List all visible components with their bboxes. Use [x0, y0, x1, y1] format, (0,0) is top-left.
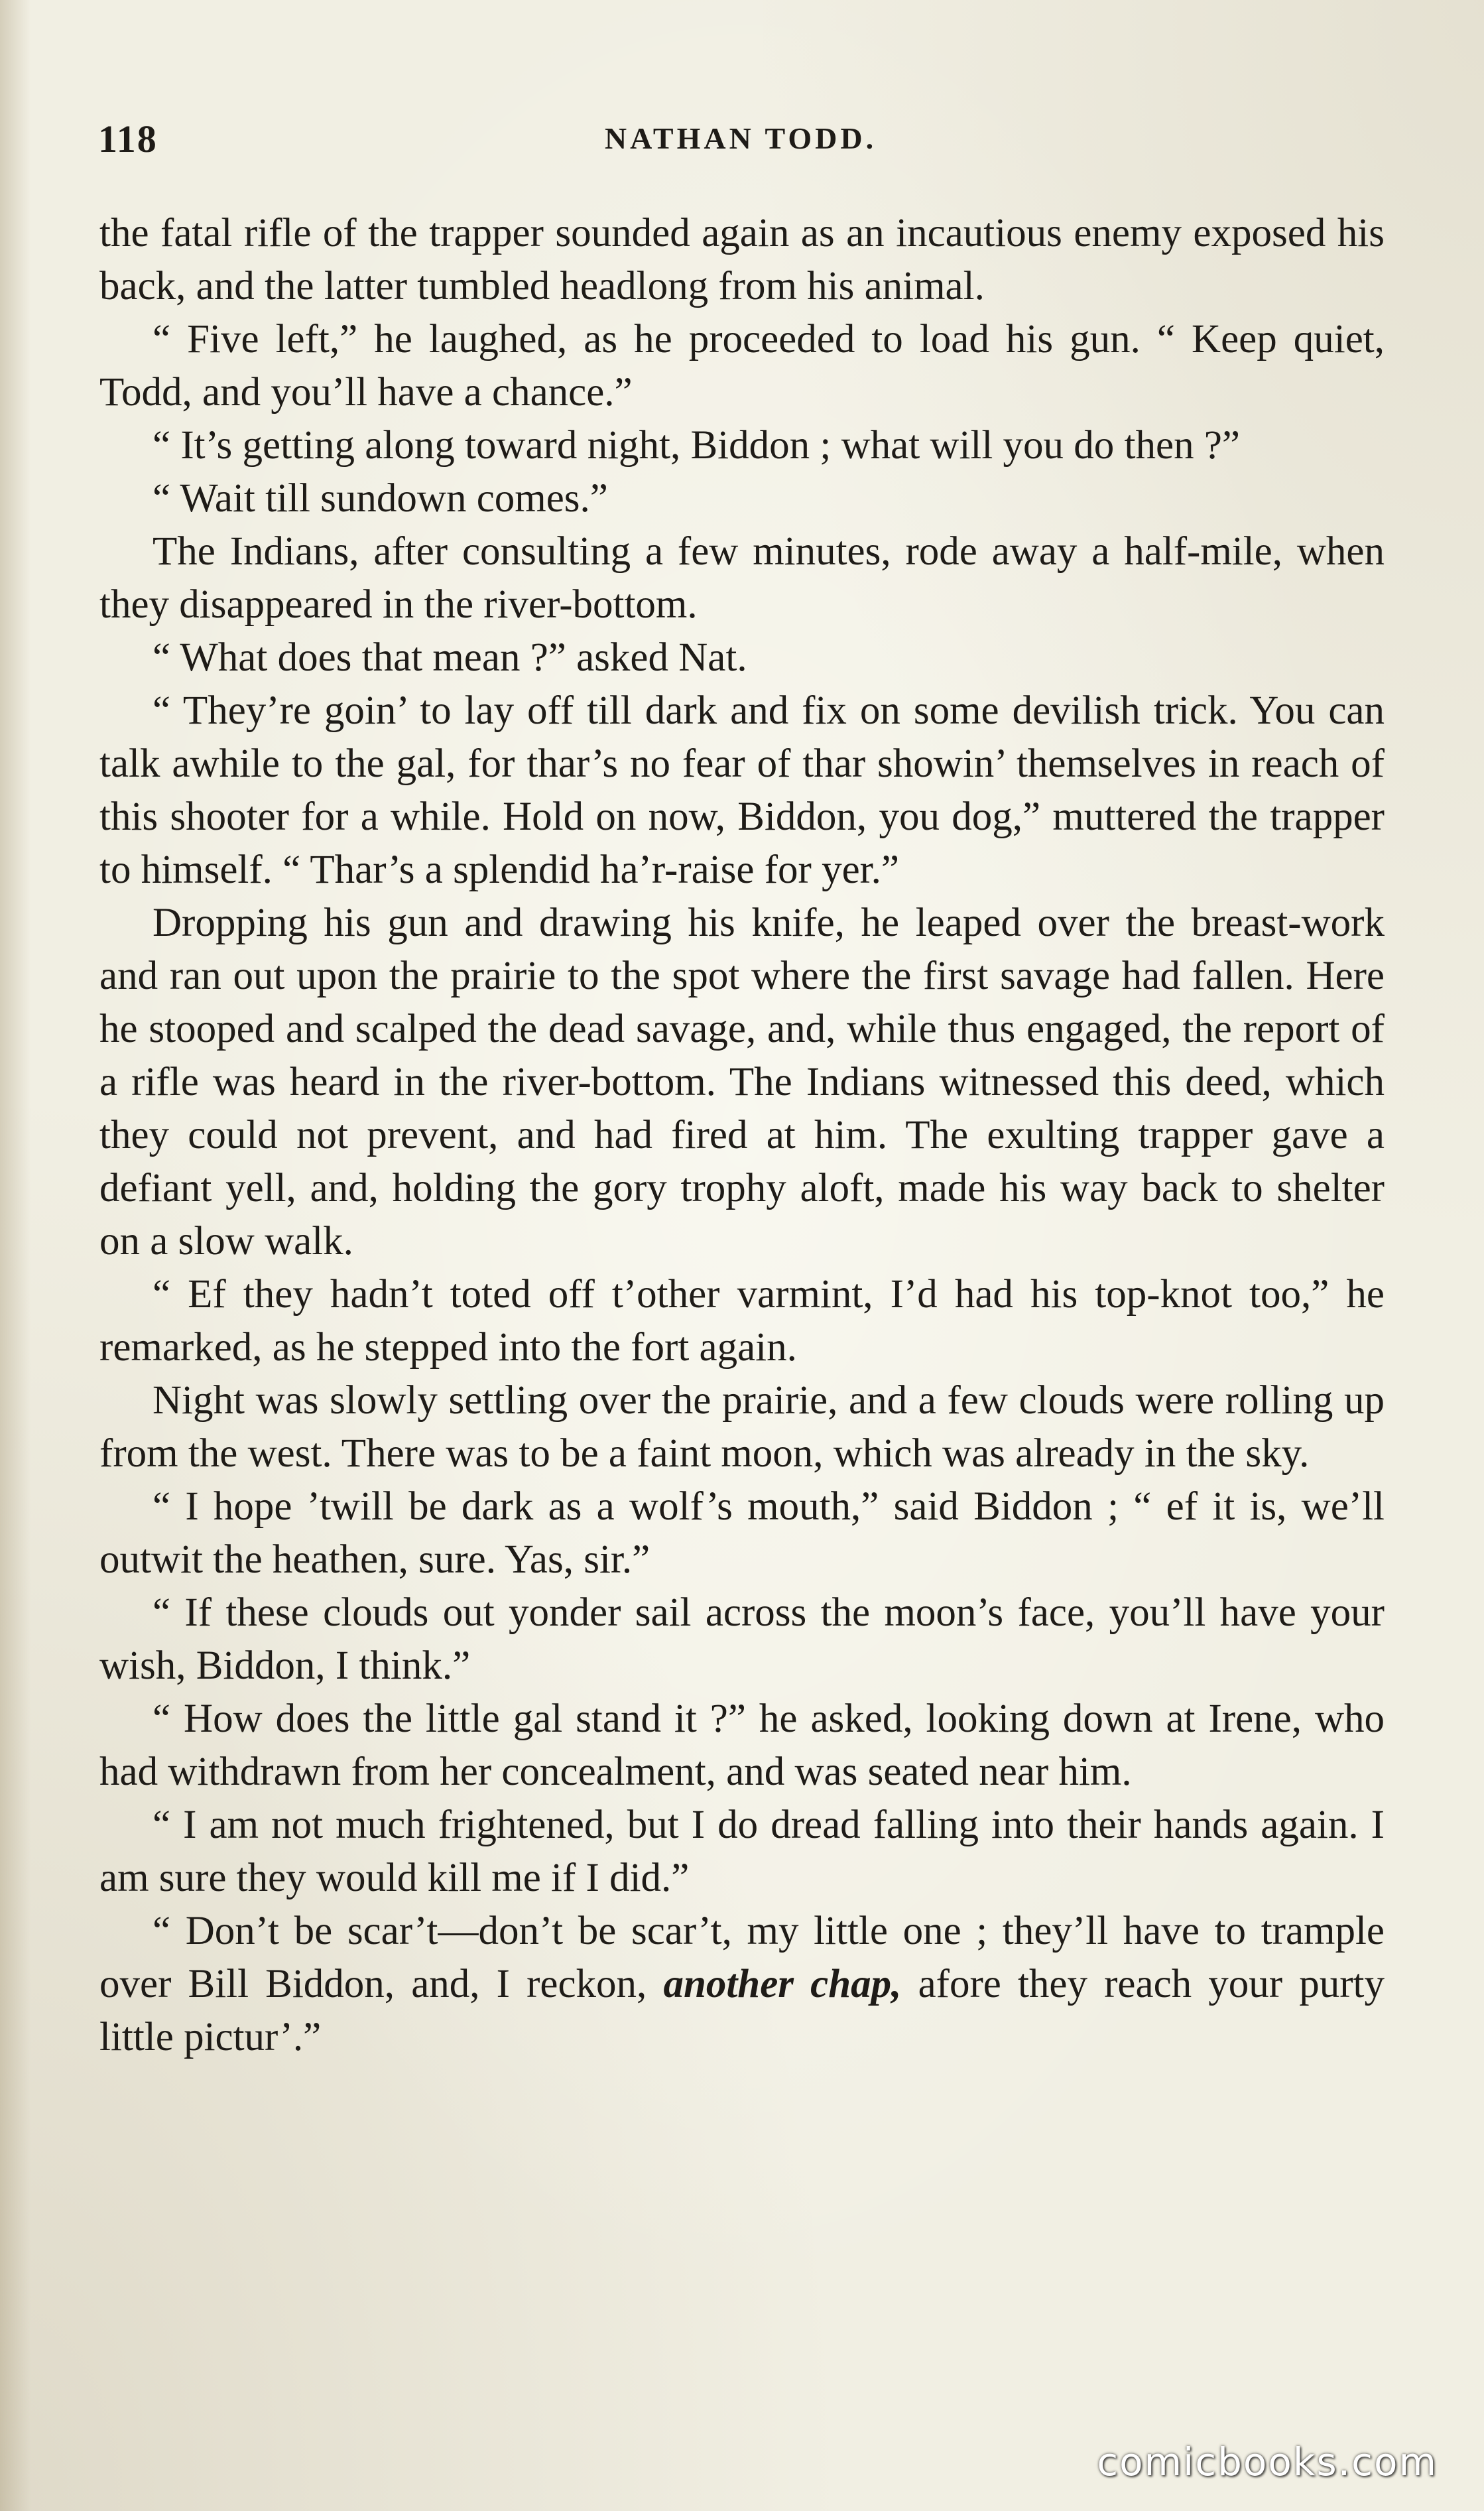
page-gutter-shadow — [0, 0, 31, 2511]
paragraph: “ They’re goin’ to lay off till dark and fix on some devilish trick. You can talk awhile to the gal, for thar’s no fear of thar showin’ themselves in reach of this shooter for a while. Hold on now, Biddon, you dog,” muttered the trapper to himself. “ Thar’s a splendid ha’r-raise for yer.” — [99, 688, 1385, 892]
page-number: 118 — [98, 117, 158, 161]
paragraph — [99, 1905, 1385, 2064]
paragraph: “ If these clouds out yonder sail across the moon’s face, you’ll have your wish, Biddon, I think.” — [99, 1590, 1385, 1688]
paragraph-text: “ Don’t be scar’t—don’t be scar’t, my little one ; they’ll have to trample over Bill Biddon, and, I reckon, — [99, 1909, 1385, 2006]
paragraph: “ What does that mean ?” asked Nat. — [153, 635, 747, 680]
paragraph: “ It’s getting along toward night, Biddon ; what will you do then ?” — [153, 423, 1240, 468]
paragraph: “ I am not much frightened, but I do dread falling into their hands again. I am sure they would kill me if I did.” — [99, 1803, 1385, 1900]
paragraph-text: afore they reach your purty little pictur’.” — [99, 1962, 1385, 2059]
paragraph: “ Five left,” he laughed, as he proceeded to load his gun. “ Keep quiet, Todd, and you’ll have a chance.” — [99, 317, 1385, 415]
paragraph: The Indians, after consulting a few minutes, rode away a half-mile, when they disappeared in the river-bottom. — [99, 529, 1385, 627]
page-header — [98, 117, 1383, 176]
paragraph: Dropping his gun and drawing his knife, he leaped over the breast-work and ran out upon the prairie to the spot where the first savage had fallen. Here he stooped and scalped the dead savage, and, while thus engaged, the report of a rifle was heard in the river-bottom. The Indians witnessed this deed, which they could not prevent, and had fired at him. The exulting trapper gave a defiant yell, and, holding the gory trophy aloft, made his way back to shelter on a slow walk. — [99, 901, 1385, 1263]
paragraph: “ How does the little gal stand it ?” he asked, looking down at Irene, who had withdrawn from her concealment, and was seated near him. — [99, 1697, 1385, 1794]
body-text — [99, 207, 1385, 2064]
paragraph: “ Wait till sundown comes.” — [153, 476, 608, 521]
watermark: comicbooks.com — [1097, 2439, 1438, 2484]
emphasized-text: another chap, — [663, 1962, 902, 2006]
paragraph: “ Ef they hadn’t toted off t’other varmint, I’d had his top-knot too,” he remarked, as he stepped into the fort again. — [99, 1272, 1385, 1370]
paragraph: the fatal rifle of the trapper sounded again as an incautious enemy exposed his back, and the latter tumbled headlong from his animal. — [99, 211, 1385, 308]
paragraph: “ I hope ’twill be dark as a wolf’s mouth,” said Biddon ; “ ef it is, we’ll outwit the heathen, sure. Yas, sir.” — [99, 1484, 1385, 1582]
paragraph: Night was slowly settling over the prairie, and a few clouds were rolling up from the west. There was to be a faint moon, which was already in the sky. — [99, 1378, 1385, 1476]
running-head: NATHAN TODD. — [604, 121, 877, 155]
